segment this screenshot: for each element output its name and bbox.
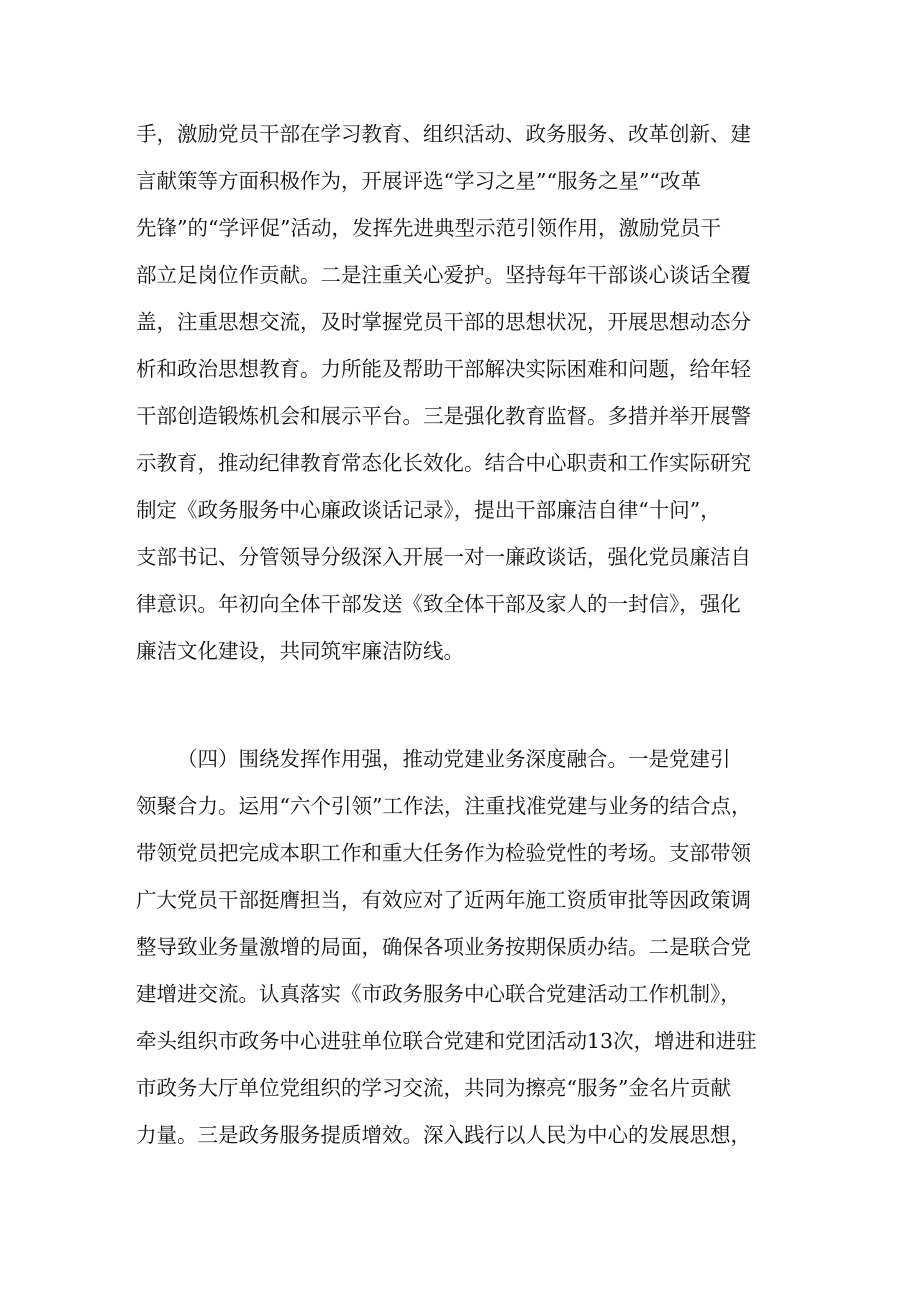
paragraph-line: 干部创造锻炼机会和展示平台。三是强化教育监督。多措并举开展警 — [136, 404, 751, 428]
section-heading-line: （四）围绕发挥作用强，推动党建业务深度融合。一是党建引 — [177, 747, 731, 771]
paragraph-line: 言献策等方面积极作为，开展评选“学习之星”“服务之星”“改革 — [136, 169, 701, 193]
paragraph-line: 析和政治思想教育。力所能及帮助干部解决实际困难和问题，给年轻 — [136, 357, 751, 381]
paragraph-line: 示教育，推动纪律教育常态化长效化。结合中心职责和工作实际研究 — [136, 451, 751, 475]
paragraph-line: 先锋”的“学评促”活动，发挥先进典型示范引领作用，激励党员干 — [136, 216, 721, 240]
paragraph-line: 盖，注重思想交流，及时掌握党员干部的思想状况，开展思想动态分 — [136, 310, 751, 334]
paragraph-line: 整导致业务量激增的局面，确保各项业务按期保质办结。二是联合党 — [136, 935, 751, 959]
paragraph-line: 手，激励党员干部在学习教育、组织活动、政务服务、改革创新、建 — [136, 122, 751, 146]
paragraph-line: 廉洁文化建设，共同筑牢廉洁防线。 — [136, 639, 464, 663]
paragraph-line: 支部书记、分管领导分级深入开展一对一廉政谈话，强化党员廉洁自 — [136, 545, 751, 569]
paragraph-line: 市政务大厅单位党组织的学习交流，共同为擦亮“服务”金名片贡献 — [136, 1076, 731, 1100]
paragraph-line: 广大党员干部挺膺担当，有效应对了近两年施工资质审批等因政策调 — [136, 888, 751, 912]
paragraph-line: 制定《政务服务中心廉政谈话记录》，提出干部廉洁自律“十问”， — [136, 498, 721, 522]
paragraph-party-member-motivation — [136, 111, 801, 675]
paragraph-line: 律意识。年初向全体干部发送《致全体干部及家人的一封信》，强化 — [136, 592, 741, 616]
paragraph-line: 带领党员把完成本职工作和重大任务作为检验党性的考场。支部带领 — [136, 841, 751, 865]
paragraph-line: 领聚合力。运用“六个引领”工作法，注重找准党建与业务的结合点， — [136, 794, 752, 818]
paragraph-line: 部立足岗位作贡献。二是注重关心爱护。坚持每年干部谈心谈话全覆 — [136, 263, 751, 287]
paragraph-line: 牵头组织市政务中心进驻单位联合党建和党团活动13次，增进和进驻 — [136, 1029, 757, 1053]
paragraph-party-building-integration — [136, 736, 801, 1159]
paragraph-line: 建增进交流。认真落实《市政务服务中心联合党建活动工作机制》， — [136, 982, 741, 1006]
paragraph-line: 力量。三是政务服务提质增效。深入践行以人民为中心的发展思想， — [136, 1123, 751, 1147]
